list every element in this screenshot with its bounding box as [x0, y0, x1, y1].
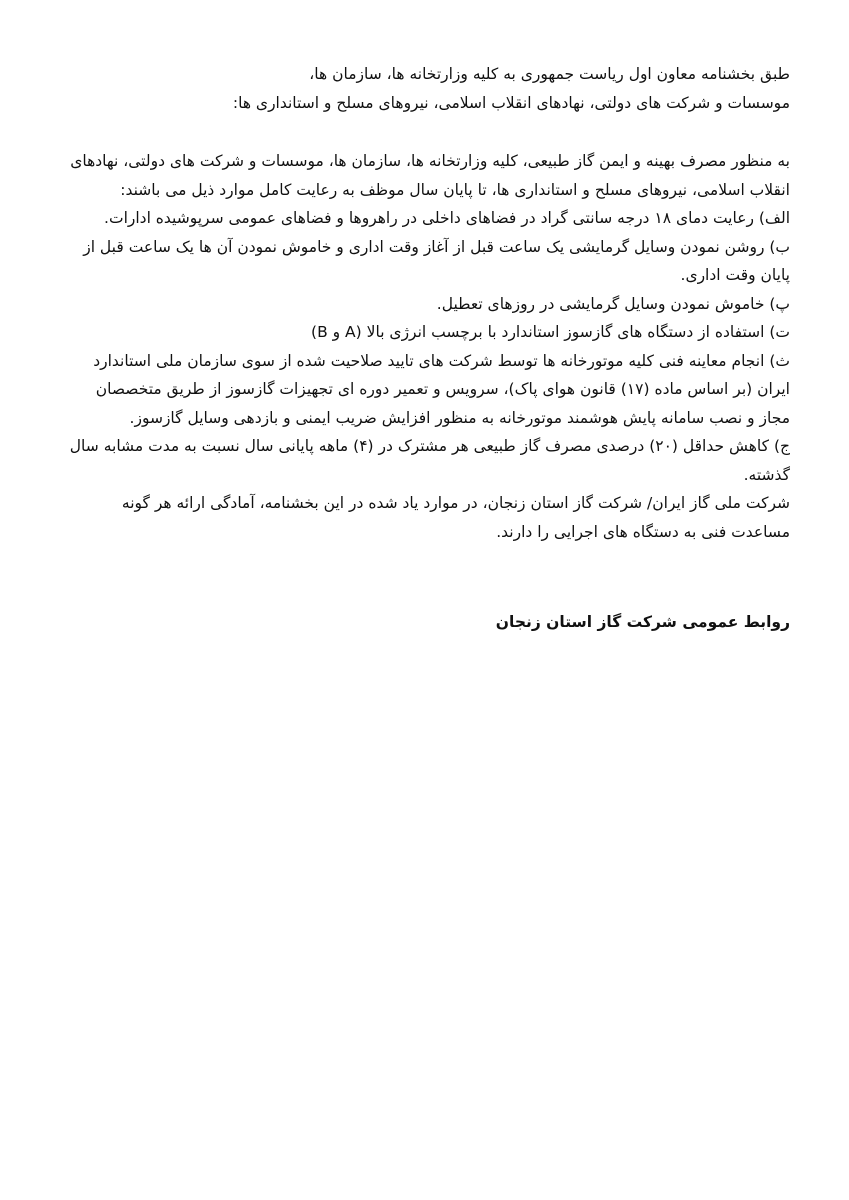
spacer — [62, 546, 790, 608]
intro-line-2: موسسات و شرکت های دولتی، نهادهای انقلاب اسلامی، نیروهای مسلح و استانداری ها: — [232, 93, 790, 112]
spacer — [62, 117, 790, 147]
item-be: ب) روشن نمودن وسایل گرمایشی یک ساعت قبل از آغاز وقت اداری و خاموش نمودن آن ها یک ساعت قبل از پایان وقت اداری. — [83, 237, 790, 284]
item-te: ت) استفاده از دستگاه های گازسوز استاندارد با برچسب انرژی بالا (A و B) — [311, 323, 790, 341]
item-pe: پ) خاموش نمودن وسایل گرمایشی در روزهای تعطیل. — [436, 294, 790, 313]
signature: روابط عمومی شرکت گاز استان زنجان — [495, 613, 790, 631]
intro-line-1: طبق بخشنامه معاون اول ریاست جمهوری به کلیه وزارتخانه ها، سازمان ها، — [309, 65, 790, 83]
item-alef: الف) رعایت دمای ۱۸ درجه سانتی گراد در فضاهای داخلی در راهروها و فضاهای عمومی سرپوشیده ادارات. — [104, 209, 790, 227]
item-se: ث) انجام معاینه فنی کلیه موتورخانه ها توسط شرکت های تایید صلاحیت شده از سوی سازمان ملی استاندارد ایران (بر اساس ماده (۱۷) قانون هوای پاک)، سرویس و تعمیر دوره ای تجهیزات گازسوز از طریق متخصصان مجاز و نصب سامانه پایش هوشمند موتورخانه به منظور افزایش ضریب ایمنی و بازدهی وسایل گازسوز. — [93, 351, 790, 427]
opening-paragraph: به منظور مصرف بهینه و ایمن گاز طبیعی، کلیه وزارتخانه ها، سازمان ها، موسسات و شرکت های دولتی، نهادهای انقلاب اسلامی، نیروهای مسلح و استانداری ها، تا پایان سال موظف به رعایت کامل موارد ذیل می باشند: — [70, 152, 790, 199]
item-jim: ج) کاهش حداقل (۲۰) درصدی مصرف گاز طبیعی هر مشترک در (۴) ماهه پایانی سال نسبت به مدت مشابه سال گذشته. — [69, 437, 790, 484]
document-page — [62, 60, 790, 637]
closing-paragraph: شرکت ملی گاز ایران/ شرکت گاز استان زنجان، در موارد یاد شده در این بخشنامه، آمادگی ارائه هر گونه مساعدت فنی به دستگاه های اجرایی را دارند. — [121, 494, 790, 541]
